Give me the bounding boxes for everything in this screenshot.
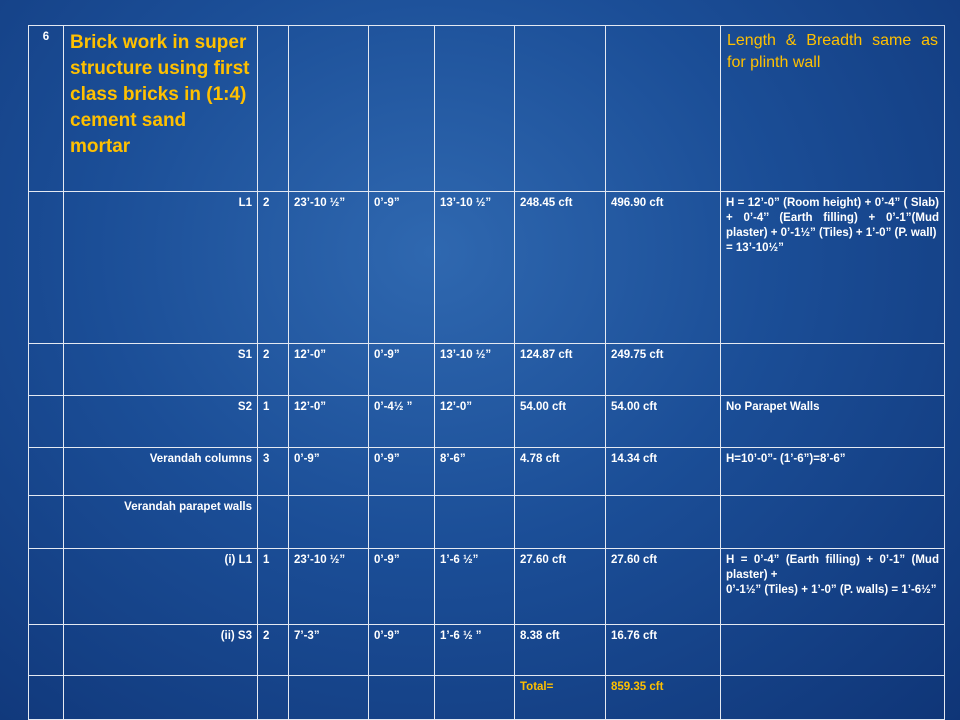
- row-remarks: No Parapet Walls: [721, 396, 945, 448]
- row-description: L1: [64, 192, 258, 344]
- empty-cell: [721, 676, 945, 720]
- item-header-row: [29, 26, 945, 192]
- row-number: 2: [258, 344, 289, 396]
- empty-cell: [289, 26, 369, 192]
- row-content: 248.45 cft: [515, 192, 606, 344]
- row-number: [258, 496, 289, 549]
- row-description: S2: [64, 396, 258, 448]
- table-row: [29, 549, 945, 625]
- row-description: Verandah parapet walls: [64, 496, 258, 549]
- total-row: [29, 676, 945, 720]
- row-height: 12’-0”: [435, 396, 515, 448]
- empty-cell: [29, 192, 64, 344]
- row-length: 7’-3”: [289, 625, 369, 676]
- empty-cell: [435, 26, 515, 192]
- item-remarks: Length & Breadth same as for plinth wall: [721, 26, 945, 192]
- row-height: [435, 496, 515, 549]
- item-description: Brick work in super structure using first class bricks in (1:4) cement sand mortar: [64, 26, 258, 192]
- table-row: [29, 625, 945, 676]
- row-breadth: 0’-9”: [369, 344, 435, 396]
- empty-cell: [29, 344, 64, 396]
- empty-cell: [258, 26, 289, 192]
- row-height: 8’-6”: [435, 448, 515, 496]
- row-content: 54.00 cft: [515, 396, 606, 448]
- empty-cell: [369, 676, 435, 720]
- row-content: [515, 496, 606, 549]
- empty-cell: [289, 676, 369, 720]
- empty-cell: [435, 676, 515, 720]
- item-number: 6: [29, 26, 64, 192]
- row-content: 27.60 cft: [515, 549, 606, 625]
- row-description: (ii) S3: [64, 625, 258, 676]
- row-height: 13’-10 ½”: [435, 344, 515, 396]
- row-height: 1’-6 ½”: [435, 549, 515, 625]
- total-value: 859.35 cft: [606, 676, 721, 720]
- row-remarks: H = 0’-4” (Earth filling) + 0’-1” (Mud plaster) + 0’-1½” (Tiles) + 1’-0” (P. walls) = 1’-6½”: [721, 549, 945, 625]
- row-breadth: 0’-9”: [369, 448, 435, 496]
- row-length: 12’-0”: [289, 396, 369, 448]
- row-remarks: [721, 344, 945, 396]
- row-breadth: 0’-9”: [369, 625, 435, 676]
- empty-cell: [29, 396, 64, 448]
- row-breadth: 0’-4½ ”: [369, 396, 435, 448]
- row-length: 23’-10 ½”: [289, 192, 369, 344]
- empty-cell: [29, 625, 64, 676]
- row-remarks: H=10’-0”- (1’-6”)=8’-6”: [721, 448, 945, 496]
- row-remarks: [721, 625, 945, 676]
- row-quantity: 27.60 cft: [606, 549, 721, 625]
- table-row: [29, 192, 945, 344]
- row-quantity: 16.76 cft: [606, 625, 721, 676]
- row-length: 12’-0”: [289, 344, 369, 396]
- estimate-table: [28, 25, 945, 720]
- row-quantity: [606, 496, 721, 549]
- row-number: 2: [258, 625, 289, 676]
- row-number: 1: [258, 396, 289, 448]
- table-row: [29, 496, 945, 549]
- row-length: 23’-10 ½”: [289, 549, 369, 625]
- row-height: 1’-6 ½ ”: [435, 625, 515, 676]
- row-quantity: 249.75 cft: [606, 344, 721, 396]
- empty-cell: [29, 496, 64, 549]
- row-remarks: [721, 496, 945, 549]
- row-content: 4.78 cft: [515, 448, 606, 496]
- row-quantity: 54.00 cft: [606, 396, 721, 448]
- empty-cell: [606, 26, 721, 192]
- row-content: 8.38 cft: [515, 625, 606, 676]
- row-content: 124.87 cft: [515, 344, 606, 396]
- empty-cell: [258, 676, 289, 720]
- empty-cell: [29, 448, 64, 496]
- empty-cell: [64, 676, 258, 720]
- row-length: [289, 496, 369, 549]
- table-row: [29, 396, 945, 448]
- row-breadth: [369, 496, 435, 549]
- empty-cell: [515, 26, 606, 192]
- table-row: [29, 448, 945, 496]
- row-length: 0’-9”: [289, 448, 369, 496]
- empty-cell: [369, 26, 435, 192]
- empty-cell: [29, 676, 64, 720]
- row-number: 3: [258, 448, 289, 496]
- row-description: (i) L1: [64, 549, 258, 625]
- row-number: 2: [258, 192, 289, 344]
- row-quantity: 14.34 cft: [606, 448, 721, 496]
- row-description: S1: [64, 344, 258, 396]
- row-number: 1: [258, 549, 289, 625]
- row-remarks: H = 12’-0” (Room height) + 0’-4” ( Slab) + 0’-4’’ (Earth filling) + 0’-1”(Mud plaster) + 0’-1½” (Tiles) + 1’-0” (P. wall) = 13’-10½”: [721, 192, 945, 344]
- total-label: Total=: [515, 676, 606, 720]
- row-breadth: 0’-9”: [369, 192, 435, 344]
- row-quantity: 496.90 cft: [606, 192, 721, 344]
- table-row: [29, 344, 945, 396]
- row-breadth: 0’-9”: [369, 549, 435, 625]
- row-height: 13’-10 ½”: [435, 192, 515, 344]
- empty-cell: [29, 549, 64, 625]
- row-description: Verandah columns: [64, 448, 258, 496]
